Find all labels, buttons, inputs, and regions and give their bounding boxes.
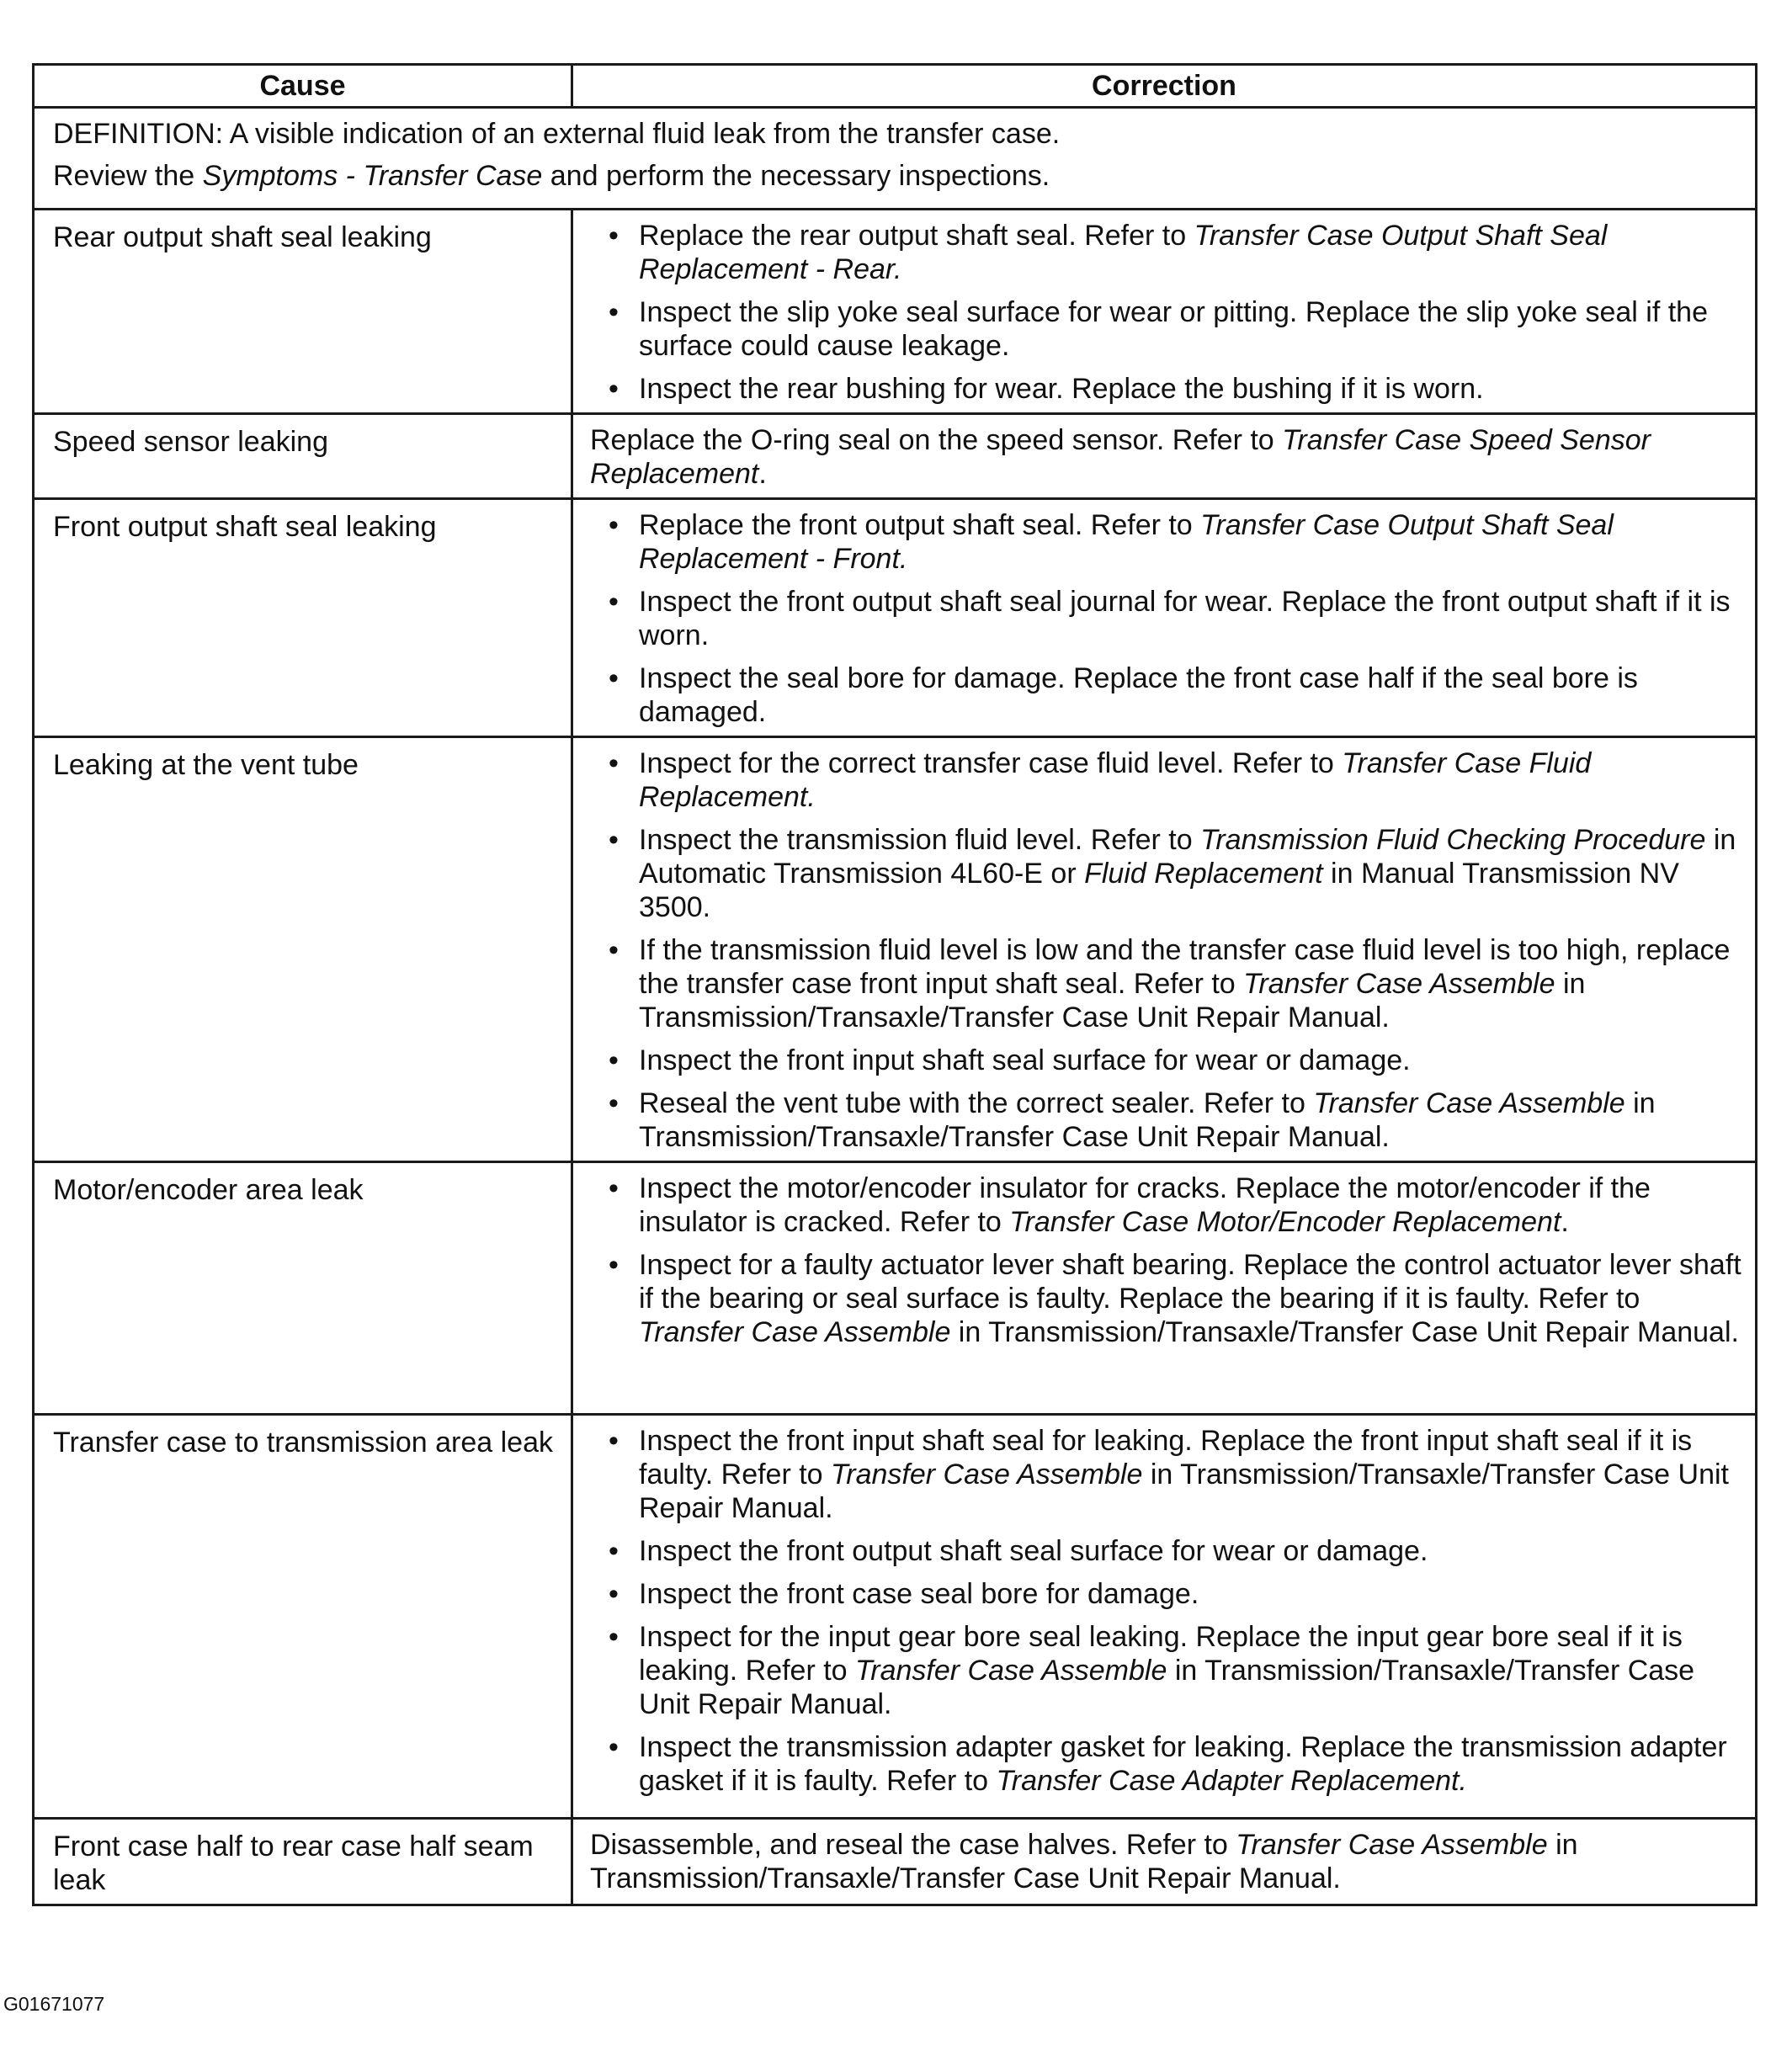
- table-row: [34, 737, 1757, 1162]
- text-run: If the transmission fluid level is low and the transfer case fluid level is too high, replace the transfer case front input shaft seal. Refer to: [639, 934, 1731, 1000]
- reference-link: Fluid Replacement: [1084, 858, 1323, 890]
- text-run: Inspect the motor/encoder insulator for cracks. Replace the motor/encoder if the insulator is cracked. Refer to: [639, 1172, 1651, 1238]
- correction-text: [590, 1828, 1743, 1895]
- text-run: Inspect the slip yoke seal surface for wear or pitting. Replace the slip yoke seal if the surface could cause leakage.: [639, 296, 1708, 362]
- text-run: Inspect the seal bore for damage. Replace the front case half if the seal bore is damaged.: [639, 662, 1638, 728]
- text-run: Inspect the transmission fluid level. Refer to: [639, 824, 1201, 856]
- reference-link: Transfer Case Assemble: [831, 1459, 1143, 1490]
- text-run: Inspect the rear bushing for wear. Replace the bushing if it is worn.: [639, 373, 1484, 405]
- correction-cell: [572, 499, 1757, 737]
- text-run: Review the: [53, 160, 203, 192]
- correction-cell: [572, 1162, 1757, 1415]
- reference-link: Transfer Case Output Shaft Seal Replacement - Front.: [639, 509, 1614, 575]
- table-row: [34, 1415, 1757, 1819]
- correction-item: [609, 933, 1743, 1034]
- text-run: and perform the necessary inspections.: [542, 160, 1050, 192]
- reference-link: Transfer Case Output Shaft Seal Replacement - Rear.: [639, 220, 1608, 285]
- table-header-row: [34, 65, 1757, 108]
- definition-cell: [34, 108, 1757, 210]
- reference-link: Transfer Case Motor/Encoder Replacement: [1009, 1206, 1561, 1238]
- correction-text: [590, 423, 1743, 491]
- text-run: in Transmission/Transaxle/Transfer Case Unit Repair Manual.: [639, 1655, 1695, 1720]
- cause-cell: Front output shaft seal leaking: [34, 499, 572, 737]
- correction-item: [609, 823, 1743, 924]
- cause-cell: Rear output shaft seal leaking: [34, 210, 572, 414]
- text-run: in Manual Transmission NV 3500.: [639, 858, 1679, 923]
- table-row: [34, 1162, 1757, 1415]
- definition-instruction: [53, 159, 1743, 193]
- table-row: [34, 210, 1757, 414]
- cause-cell: Leaking at the vent tube: [34, 737, 572, 1162]
- text-run: in Transmission/Transaxle/Transfer Case Unit Repair Manual.: [639, 1087, 1656, 1153]
- reference-link: Transfer Case Fluid Replacement.: [639, 747, 1592, 813]
- correction-list: [590, 1172, 1743, 1349]
- table-row: [34, 1819, 1757, 1905]
- correction-item: [609, 1577, 1743, 1611]
- correction-list: [590, 1424, 1743, 1798]
- correction-cell: [572, 210, 1757, 414]
- definition-text: DEFINITION: A visible indication of an external fluid leak from the transfer case.: [53, 118, 1061, 150]
- correction-item: [609, 1044, 1743, 1077]
- definition-row: [34, 108, 1757, 210]
- text-run: Replace the rear output shaft seal. Refer to: [639, 220, 1194, 252]
- reference-link: Transmission Fluid Checking Procedure: [1200, 824, 1706, 856]
- text-run: .: [1561, 1206, 1569, 1238]
- text-run: in Automatic Transmission 4L60-E or: [639, 824, 1736, 890]
- text-run: Inspect the front output shaft seal journal for wear. Replace the front output shaft if it is worn.: [639, 586, 1731, 651]
- cause-cell: Transfer case to transmission area leak: [34, 1415, 572, 1819]
- reference-link: Transfer Case Assemble: [1243, 968, 1555, 1000]
- text-run: Inspect for the input gear bore seal leaking. Replace the input gear bore seal if it is leaking. Refer to: [639, 1621, 1683, 1687]
- reference-link: Transfer Case Assemble: [639, 1316, 951, 1348]
- reference-link: Transfer Case Assemble: [1313, 1087, 1625, 1119]
- text-run: Inspect the front input shaft seal surface for wear or damage.: [639, 1044, 1411, 1076]
- correction-item: [609, 508, 1743, 576]
- cause-cell: Motor/encoder area leak: [34, 1162, 572, 1415]
- figure-id: G01671077: [3, 1993, 105, 2015]
- correction-cell: [572, 414, 1757, 499]
- correction-list: [590, 219, 1743, 406]
- correction-item: [609, 1620, 1743, 1721]
- correction-item: [609, 219, 1743, 286]
- correction-list: [590, 747, 1743, 1154]
- cause-column-header: Cause: [34, 65, 572, 108]
- correction-cell: [572, 1819, 1757, 1905]
- correction-item: [609, 1248, 1743, 1349]
- reference-link: Transfer Case Assemble: [855, 1655, 1167, 1687]
- table-row: [34, 414, 1757, 499]
- text-run: Inspect the transmission adapter gasket for leaking. Replace the transmission adapter gasket if it is faulty. Refer to: [639, 1731, 1727, 1797]
- diagnostic-table: [32, 63, 1757, 1906]
- text-run: Inspect for the correct transfer case fluid level. Refer to: [639, 747, 1343, 779]
- cause-cell: Speed sensor leaking: [34, 414, 572, 499]
- text-run: Replace the O-ring seal on the speed sensor. Refer to: [590, 424, 1283, 456]
- text-run: Disassemble, and reseal the case halves. Refer to: [590, 1829, 1236, 1861]
- text-run: in Transmission/Transaxle/Transfer Case Unit Repair Manual.: [590, 1829, 1578, 1894]
- reference-link: Symptoms - Transfer Case: [202, 160, 543, 192]
- text-run: Replace the front output shaft seal. Refer to: [639, 509, 1201, 541]
- reference-link: Transfer Case Speed Sensor Replacement: [590, 424, 1651, 490]
- correction-item: [609, 1087, 1743, 1154]
- correction-item: [609, 1730, 1743, 1798]
- text-run: in Transmission/Transaxle/Transfer Case Unit Repair Manual.: [639, 1459, 1729, 1524]
- text-run: Inspect the front output shaft seal surface for wear or damage.: [639, 1535, 1428, 1567]
- text-run: .: [758, 458, 767, 490]
- correction-item: [609, 1172, 1743, 1239]
- correction-item: [609, 585, 1743, 652]
- correction-item: [609, 662, 1743, 729]
- text-run: Inspect the front case seal bore for damage.: [639, 1578, 1199, 1610]
- correction-item: [609, 747, 1743, 814]
- correction-cell: [572, 737, 1757, 1162]
- correction-item: [609, 1424, 1743, 1525]
- cause-cell: Front case half to rear case half seam leak: [34, 1819, 572, 1905]
- correction-item: [609, 1534, 1743, 1568]
- correction-column-header: Correction: [572, 65, 1757, 108]
- reference-link: Transfer Case Assemble: [1236, 1829, 1548, 1861]
- table-row: [34, 499, 1757, 737]
- text-run: Reseal the vent tube with the correct sealer. Refer to: [639, 1087, 1314, 1119]
- text-run: in Transmission/Transaxle/Transfer Case Unit Repair Manual.: [639, 968, 1586, 1033]
- correction-list: [590, 508, 1743, 729]
- correction-item: [609, 372, 1743, 406]
- text-run: in Transmission/Transaxle/Transfer Case Unit Repair Manual.: [950, 1316, 1739, 1348]
- text-run: Inspect for a faulty actuator lever shaft bearing. Replace the control actuator lever shaft if the bearing or seal surface is faulty. Replace the bearing if it is faulty. Refer to: [639, 1249, 1741, 1315]
- text-run: Inspect the front input shaft seal for leaking. Replace the front input shaft seal if it is faulty. Refer to: [639, 1425, 1693, 1490]
- reference-link: Transfer Case Adapter Replacement.: [996, 1765, 1467, 1797]
- table-body: [34, 108, 1757, 1905]
- correction-item: [609, 295, 1743, 363]
- correction-cell: [572, 1415, 1757, 1819]
